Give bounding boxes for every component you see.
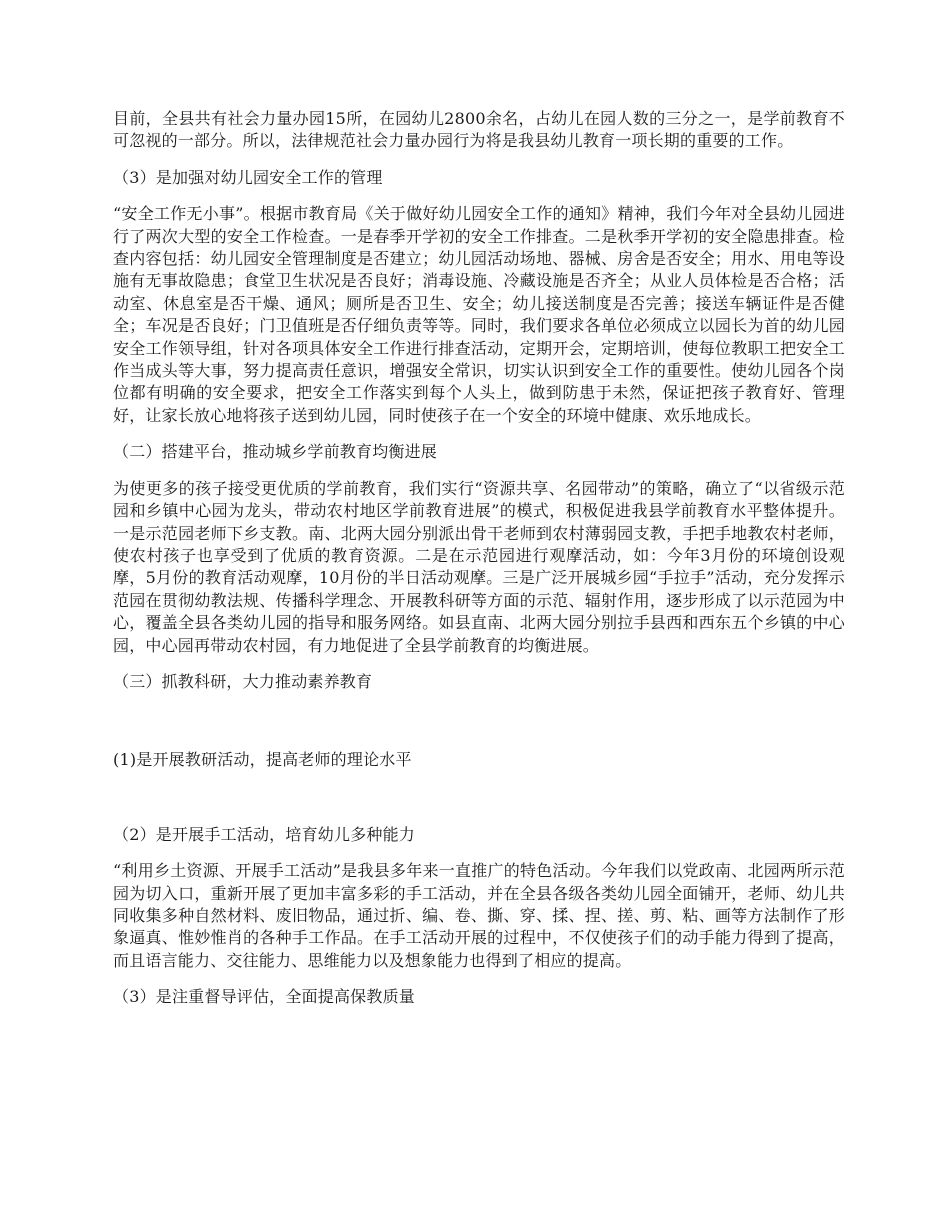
heading-supervision-evaluation: （3）是注重督导评估，全面提高保教质量 (113, 987, 415, 1007)
heading-teaching-research: （三）抓教科研，大力推动素养教育 (113, 671, 373, 691)
paragraph-handcraft: “利用乡土资源、开展手工活动”是我县多年来一直推广的特色活动。今年我们以党政南、北园两所示范园为切入口，重新开展了更加丰富多彩的手工活动，并在全县各级各类幼儿园全面铺开，老师、幼儿共同收集多种自然材料、废旧物品，通过折、编、卷、撕、穿、揉、捏、搓、剪、粘、画等方法制作了形象逼真、惟妙惟肖的各种手工作品。在手工活动开展的过程中，不仅使孩子们的动手能力得到了提高，而且语言能力、交往能力、思维能力以及想象能力也得到了相应的提高。 (113, 861, 845, 970)
paragraph-social-kindergartens: 目前，全县共有社会力量办园15所，在园幼儿2800余名，占幼儿在园人数的三分之一，是学前教育不可忽视的一部分。所以，法律规范社会力量办园行为将是我县幼儿教育一项长期的重要的工作。 (113, 109, 845, 151)
heading-teaching-activities: (1)是开展教研活动，提高老师的理论水平 (113, 750, 412, 770)
paragraph-safety-work: “安全工作无小事”。根据市教育局《关于做好幼儿园安全工作的通知》精神，我们今年对全县幼儿园进行了两次大型的安全工作检查。一是春季开学初的安全工作排查。二是秋季开学初的安全隐患排查。检查内容包括：幼儿园安全管理制度是否建立；幼儿园活动场地、器械、房舍是否安全；用水、用电等设施有无事故隐患；食堂卫生状况是否良好；消毒设施、冷藏设施是否齐全；从业人员体检是否合格；活动室、休息室是否干燥、通风；厕所是否卫生、安全；幼儿接送制度是否完善；接送车辆证件是否健全；车况是否良好；门卫值班是否仔细负责等等。同时，我们要求各单位必须成立以园长为首的幼儿园安全工作领导组，针对各项具体安全工作进行排查活动，定期开会，定期培训，使每位教职工把安全工作当成头等大事，努力提高责任意识，增强安全常识，切实认识到安全工作的重要性。使幼儿园各个岗位都有明确的安全要求，把安全工作落实到每个人头上，做到防患于未然，保证把孩子教育好、管理好，让家长放心地将孩子送到幼儿园，同时使孩子在一个安全的环境中健康、欢乐地成长。 (113, 204, 845, 425)
heading-safety-management: （3）是加强对幼儿园安全工作的管理 (113, 167, 383, 187)
heading-urban-rural-balance: （二）搭建平台，推动城乡学前教育均衡进展 (113, 442, 438, 462)
paragraph-resource-sharing: 为使更多的孩子接受更优质的学前教育，我们实行“资源共享、名园带动”的策略，确立了“以省级示范园和乡镇中心园为龙头，带动农村地区学前教育进展”的模式，积极促进我县学前教育水平整体提升。一是示范园老师下乡支教。南、北两大园分别派出骨干老师到农村薄弱园支教，手把手地教农村老师，使农村孩子也享受到了优质的教育资源。二是在示范园进行观摩活动，如：今年3月份的环境创设观摩，5月份的教育活动观摩，10月份的半日活动观摩。三是广泛开展城乡园“手拉手”活动，充分发挥示范园在贯彻幼教法规、传播科学理念、开展教科研等方面的示范、辐射作用，逐步形成了以示范园为中心，覆盖全县各类幼儿园的指导和服务网络。如县直南、北两大园分别拉手县西和西东五个乡镇的中心园，中心园再带动农村园，有力地促进了全县学前教育的均衡进展。 (113, 478, 845, 655)
heading-handcraft-activities: （2）是开展手工活动，培育幼儿多种能力 (113, 824, 415, 844)
